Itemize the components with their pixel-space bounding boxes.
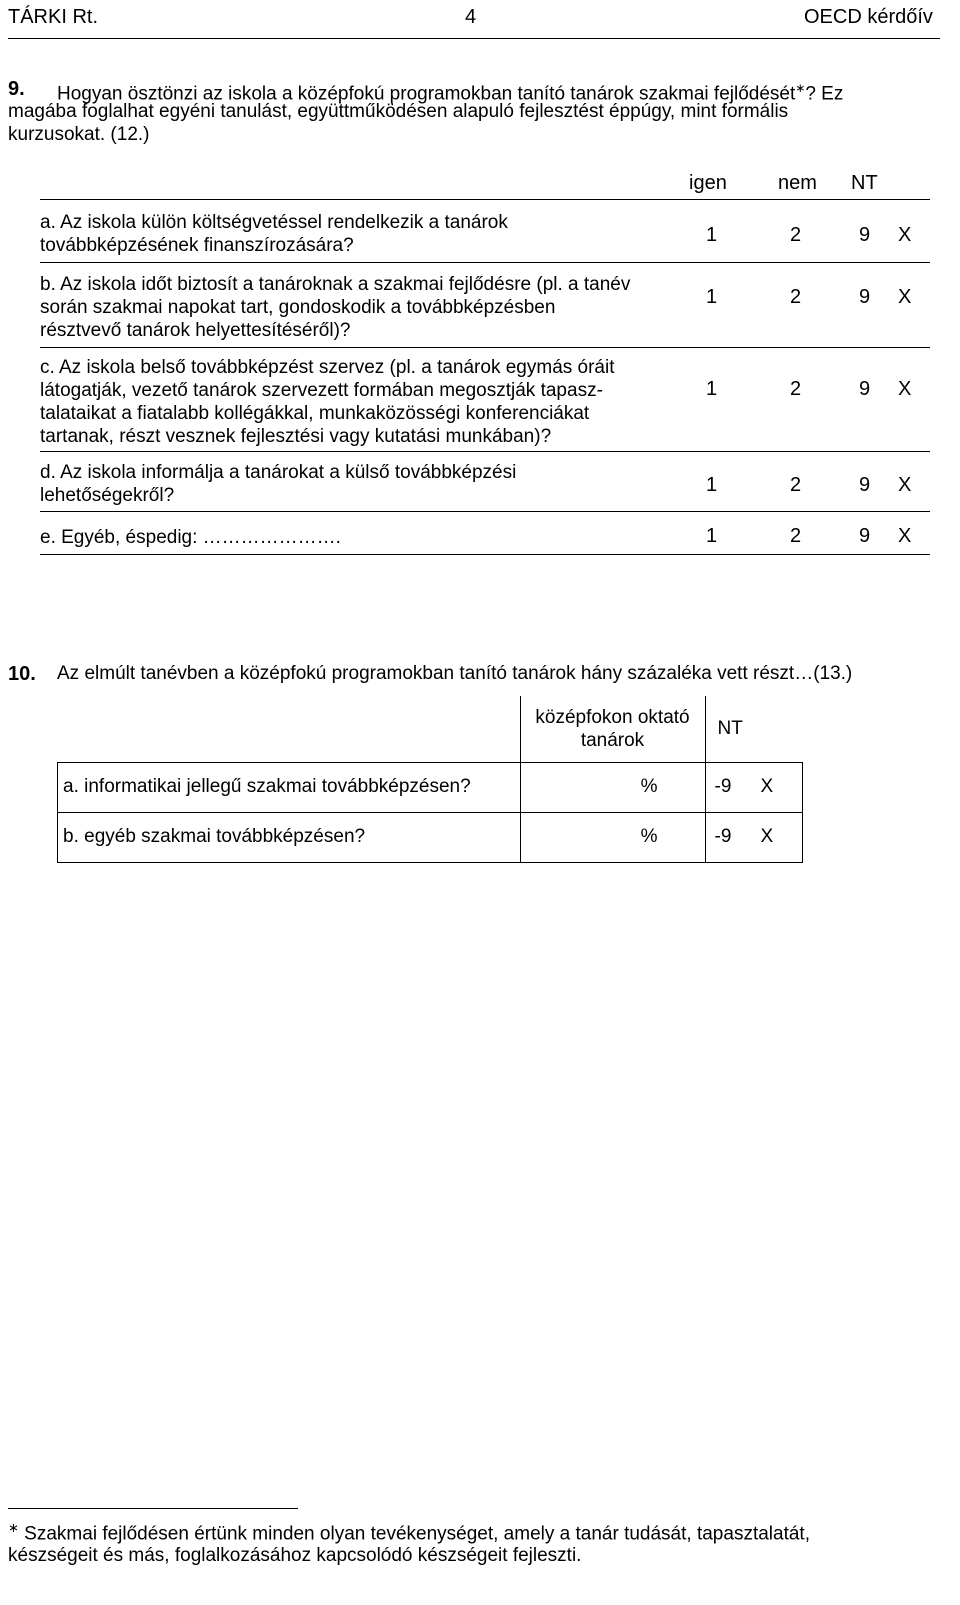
q10-header-empty-cell <box>58 696 521 762</box>
q9-number: 9. <box>8 78 25 100</box>
option-x[interactable]: X <box>898 378 912 400</box>
q10-col-teachers <box>520 696 705 762</box>
q10-row-a-label: a. informatikai jellegű szakmai továbbképzésen? <box>58 762 521 812</box>
option-nt[interactable]: 9 <box>859 378 871 400</box>
q10-row-b-nt-code[interactable]: -9 <box>714 826 732 847</box>
option-igen[interactable]: 1 <box>706 224 718 246</box>
q10-row-a-x[interactable]: X <box>760 776 774 797</box>
option-nem[interactable]: 2 <box>790 286 802 308</box>
footnote-star: ∗ <box>8 1520 19 1535</box>
q10-row-a-nt-cell[interactable] <box>705 762 803 812</box>
q9-item-d-options[interactable] <box>700 474 920 498</box>
q10-table <box>57 696 803 863</box>
header-organization: TÁRKI Rt. <box>8 6 99 28</box>
option-nt[interactable]: 9 <box>859 286 871 308</box>
option-nem[interactable]: 2 <box>790 378 802 400</box>
q9-item-a-line2: továbbképzésének finanszírozására? <box>40 235 354 256</box>
option-x[interactable]: X <box>898 224 912 246</box>
option-nt[interactable]: 9 <box>859 224 871 246</box>
footnote-line1 <box>8 1520 810 1545</box>
q9-item-d-line2: lehetőségekről? <box>40 485 175 506</box>
q10-header-row <box>58 696 803 762</box>
option-igen[interactable]: 1 <box>706 378 718 400</box>
q9-item-b-line2: során szakmai napokat tart, gondoskodik a továbbképzésben <box>40 297 556 318</box>
q9-item-b-rule <box>40 347 930 348</box>
q9-item-e-rule <box>40 554 930 555</box>
q9-item-b-line3: résztvevő tanárok helyettesítéséről)? <box>40 320 351 341</box>
q10-row-b-nt-cell[interactable] <box>705 812 803 862</box>
q9-item-c-line3: talataikat a fiatalabb kollégákkal, munkaközösségi konferenciákat <box>40 403 590 424</box>
option-igen[interactable]: 1 <box>706 286 718 308</box>
q10-row-b-label: b. egyéb szakmai továbbképzésen? <box>58 812 521 862</box>
q9-item-a-options[interactable] <box>700 224 920 248</box>
option-x[interactable]: X <box>898 474 912 496</box>
q9-item-d-line1: d. Az iskola informálja a tanárokat a külső továbbképzési <box>40 462 517 483</box>
footnote-marker: ∗ <box>795 81 806 95</box>
header-document-title: OECD kérdőív <box>804 6 933 28</box>
q10-col-nt: NT <box>705 696 803 762</box>
footnote-divider <box>8 1508 298 1509</box>
q9-item-a-rule <box>40 262 930 263</box>
option-x[interactable]: X <box>898 525 912 547</box>
q9-item-c-rule <box>40 451 930 452</box>
q9-item-c-options[interactable] <box>700 378 920 402</box>
q9-item-c-line4: tartanak, részt vesznek fejlesztési vagy kutatási munkában)? <box>40 426 552 447</box>
option-igen[interactable]: 1 <box>706 525 718 547</box>
footnote-line2: készségeit és más, foglalkozásához kapcsolódó készségeit fejleszti. <box>8 1545 582 1566</box>
footnote-text-1: Szakmai fejlődésen értünk minden olyan tevékenységet, amely a tanár tudását, tapasztalatát, <box>18 1523 810 1545</box>
q10-row-b-x[interactable]: X <box>760 826 774 847</box>
table-row <box>58 762 803 812</box>
option-igen[interactable]: 1 <box>706 474 718 496</box>
q9-item-c-line1: c. Az iskola belső továbbképzést szervez (pl. a tanárok egymás óráit <box>40 357 615 378</box>
option-nem[interactable]: 2 <box>790 525 802 547</box>
q10-col-teachers-line2: tanárok <box>580 729 645 751</box>
header-divider <box>8 38 940 39</box>
option-nem[interactable]: 2 <box>790 474 802 496</box>
q9-question-text: Hogyan ösztönzi az iskola a középfokú programokban tanító tanárok szakmai fejlődését <box>57 83 796 105</box>
q10-row-a-percent-field[interactable]: % <box>520 762 705 812</box>
option-nt[interactable]: 9 <box>859 474 871 496</box>
q9-question-line2: magába foglalhat egyéni tanulást, együttműködésen alapuló fejlesztést éppúgy, mint formális <box>8 101 789 122</box>
q9-col-nt: NT <box>851 172 878 194</box>
option-x[interactable]: X <box>898 286 912 308</box>
q9-question-text-end: ? Ez <box>805 83 844 105</box>
q9-col-igen: igen <box>689 172 727 194</box>
q9-item-c-line2: látogatják, vezető tanárok szervezett formában megosztják tapasz- <box>40 380 603 401</box>
q9-item-a-line1: a. Az iskola külön költségvetéssel rendelkezik a tanárok <box>40 212 508 233</box>
q9-item-d-rule <box>40 511 930 512</box>
q10-col-teachers-line1: középfokon oktató <box>535 706 690 728</box>
q10-row-a-nt-code[interactable]: -9 <box>714 776 732 797</box>
page-number: 4 <box>465 6 477 28</box>
q9-item-b-line1: b. Az iskola időt biztosít a tanároknak a szakmai fejlődésre (pl. a tanév <box>40 274 631 295</box>
q9-item-e-line1: e. Egyéb, éspedig: …………………. <box>40 527 341 548</box>
q9-header-rule <box>40 199 930 200</box>
q9-item-b-options[interactable] <box>700 286 920 310</box>
option-nt[interactable]: 9 <box>859 525 871 547</box>
option-nem[interactable]: 2 <box>790 224 802 246</box>
q9-question-line3: kurzusokat. (12.) <box>8 124 150 145</box>
q9-col-nem: nem <box>778 172 817 194</box>
q10-question-text: Az elmúlt tanévben a középfokú programokban tanító tanárok hány százaléka vett részt…(13.) <box>57 663 853 684</box>
table-row <box>58 812 803 862</box>
q9-item-e-options[interactable] <box>700 525 920 549</box>
q10-number: 10. <box>8 663 36 685</box>
q10-row-b-percent-field[interactable]: % <box>520 812 705 862</box>
